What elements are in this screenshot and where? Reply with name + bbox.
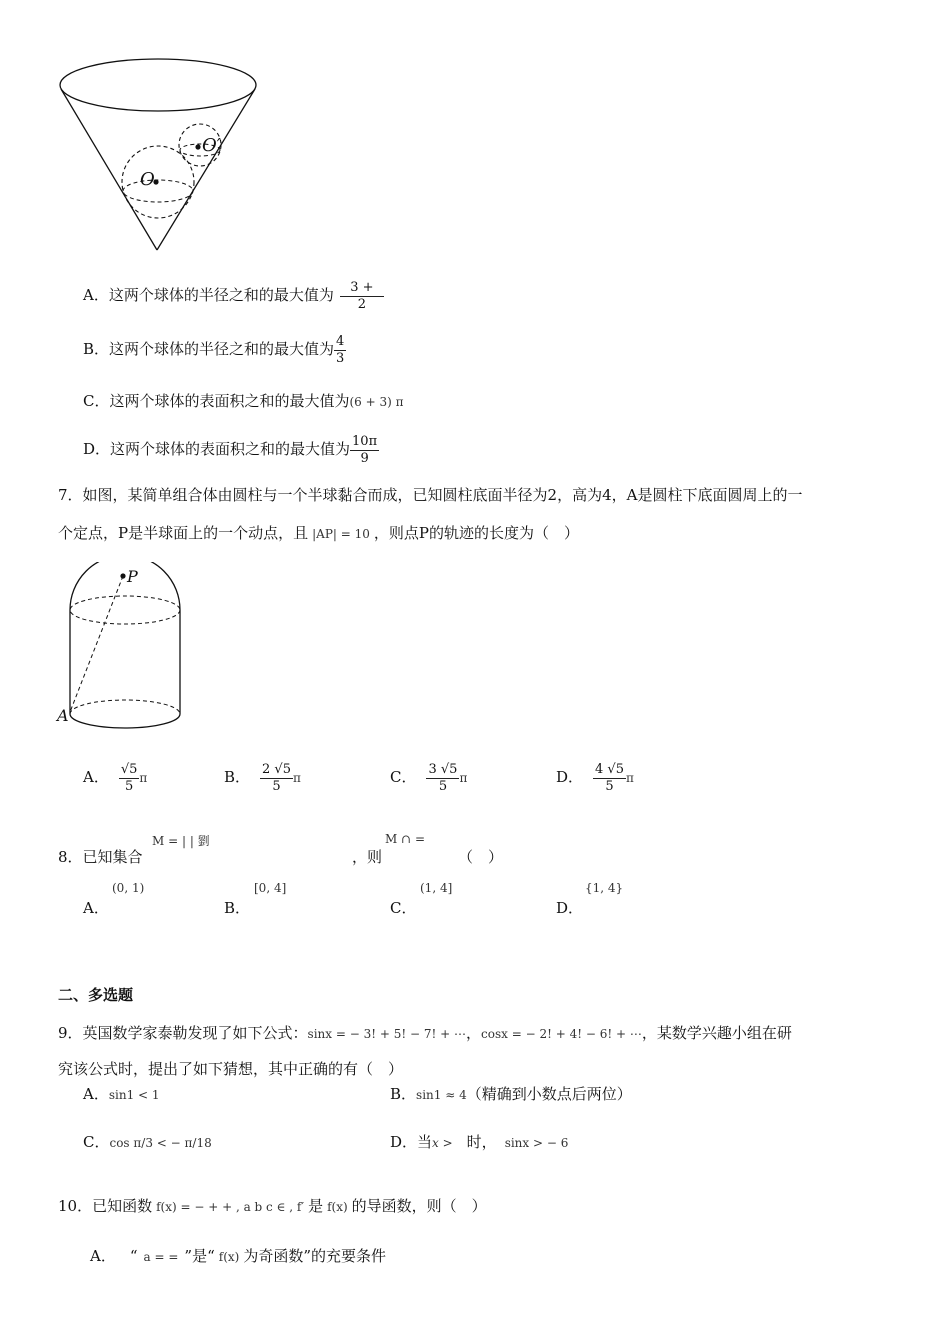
q9-option-a: A．sin1 < 1 (83, 1085, 160, 1103)
point-p (120, 573, 125, 578)
q8-option-d: D． (556, 899, 584, 917)
q6-option-a: A．这两个球体的半径之和的最大值为 $\frac{3 +}{2}$ (83, 280, 384, 312)
q9-option-c: C．cos π/3 < − π/18 (83, 1133, 212, 1151)
q8-option-b-value: [0, 4] (254, 881, 287, 895)
label-o-prime: O′ (202, 135, 221, 156)
q7-option-c: C． $\frac{3 √5}{5}$ π (390, 762, 468, 794)
q9-option-b: B．sin1 ≈ 4（精确到小数点后两位） (390, 1085, 632, 1103)
q8-option-a-value: (0, 1) (112, 881, 145, 895)
q8-stem-then: ，则 (352, 848, 383, 866)
section-title: 二、多选题 (58, 986, 134, 1004)
q7-option-d: D． $\frac{4 √5}{5}$ π (556, 762, 634, 794)
q7-option-a: A． $\frac{√5}{5}$ π (83, 762, 148, 794)
label-o: O (140, 169, 155, 190)
q7-stem-line2: 个定点，P是半球面上的一个动点，且 |AP| = 10 ，则点P的轨迹的长度为（ ） (58, 524, 579, 542)
q9-stem-line1: 9．英国数学家泰勒发现了如下公式：sinx = − 3! + 5! − 7! + ⋯，cosx = − 2! + 4! − 6! + ⋯，某数学兴趣小组在研 (58, 1024, 792, 1042)
q8-intersection-expr: M ∩ = (385, 832, 426, 846)
cone-figure (55, 55, 275, 255)
q8-stem: 8．已知集合 (58, 848, 143, 866)
q10-stem: 10．已知函数 f(x) = − + + , a b c ∈ , f′ 是 f(x) 的导函数，则（ ） (58, 1197, 487, 1215)
q8-option-a: A． (83, 899, 109, 917)
q10-option-a: A． “ a = = ”是“ f(x) 为奇函数”的充要条件 (90, 1247, 387, 1265)
q6-option-c: C．这两个球体的表面积之和的最大值为(6 + 3) π (83, 392, 404, 410)
q8-option-c-value: (1, 4] (420, 881, 453, 895)
q9-option-d: D．当x > 时， sinx > − 6 (390, 1133, 569, 1151)
cylinder-figure (55, 562, 205, 742)
q8-option-c: C． (390, 899, 417, 917)
q6-option-b: B．这两个球体的半径之和的最大值为 $\frac{4}{3}$ (83, 334, 345, 366)
q8-set-expr: M = | | 劉 (152, 834, 210, 848)
q6-option-d: D．这两个球体的表面积之和的最大值为 $\frac{10\pi}{9}$ (83, 434, 378, 466)
q8-stem-paren: （ ） (458, 848, 504, 866)
center-o2 (195, 144, 200, 149)
q8-option-d-value: {1, 4} (585, 881, 624, 895)
q9-stem-line2: 究该公式时，提出了如下猜想，其中正确的有（ ） (58, 1060, 404, 1078)
label-p: P (127, 567, 138, 586)
q7-option-b: B． $\frac{2 √5}{5}$ π (224, 762, 301, 794)
label-a: A (57, 706, 69, 725)
q7-stem-line1: 7．如图，某简单组合体由圆柱与一个半球黏合而成，已知圆柱底面半径为2，高为4，A是圆柱下底面圆周上的一 (58, 486, 803, 504)
q8-option-b: B． (224, 899, 251, 917)
